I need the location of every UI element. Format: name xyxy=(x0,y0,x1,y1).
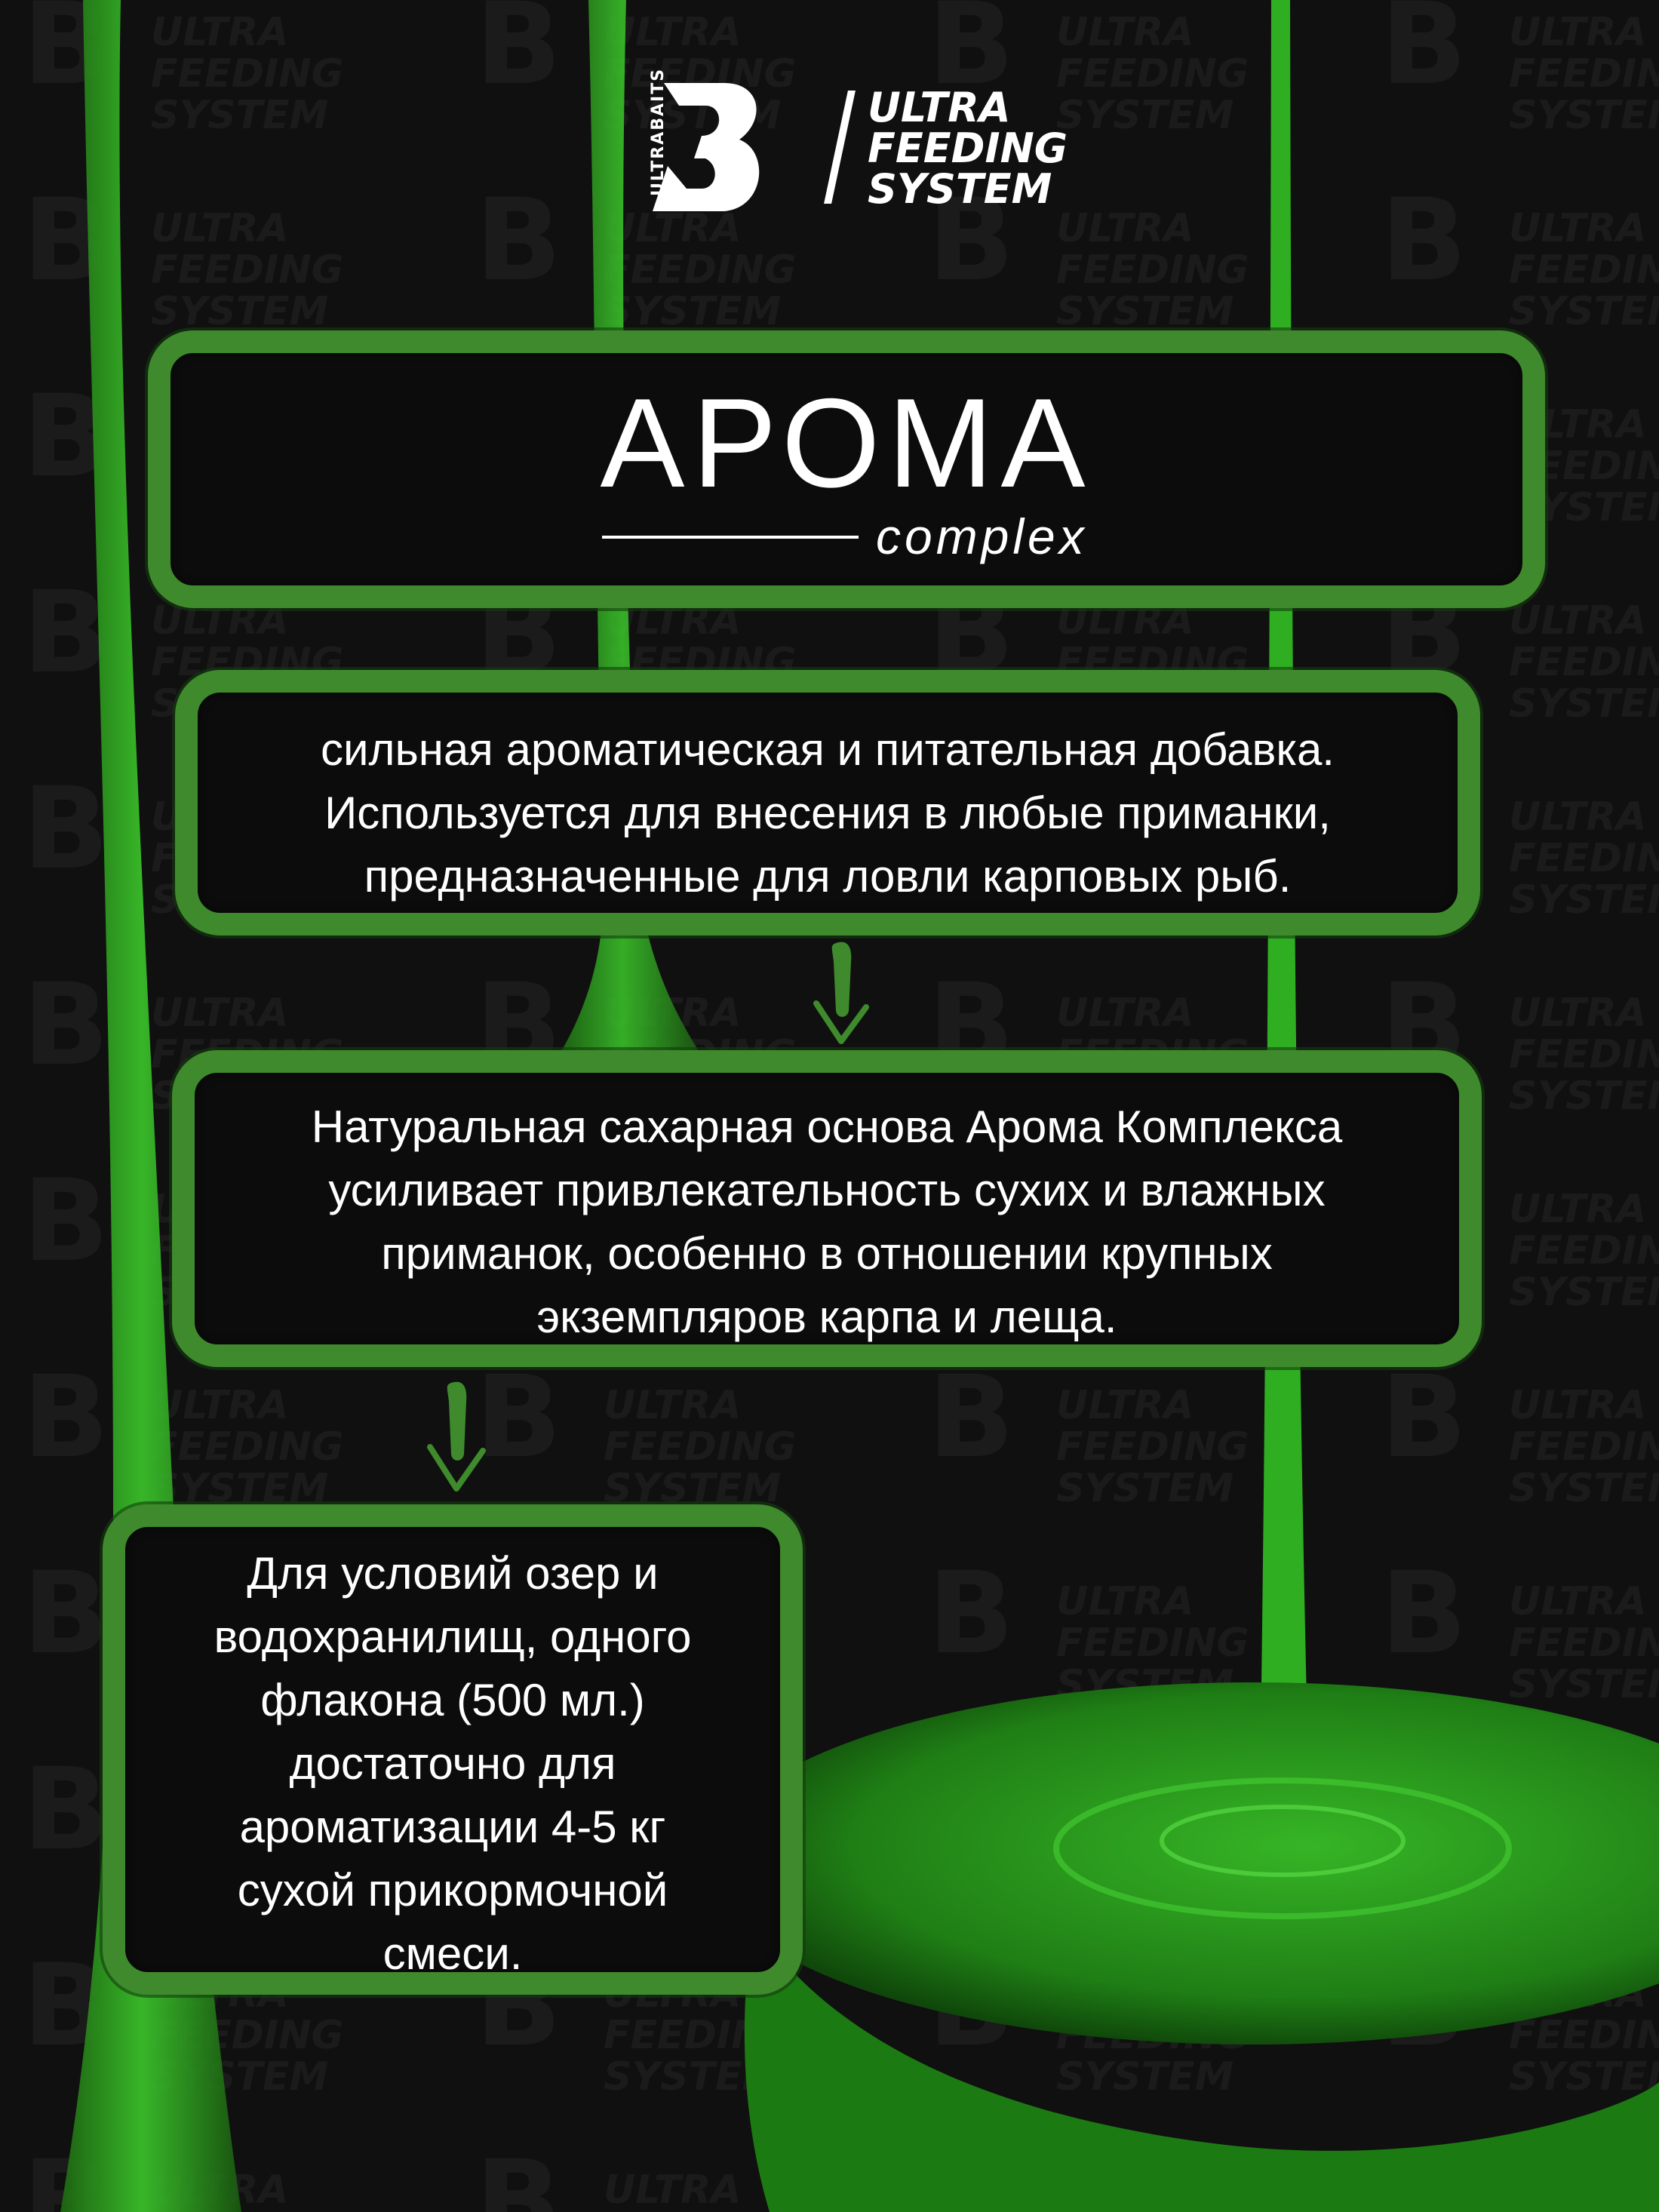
text-line: Используется для внесения в любые приманки, xyxy=(324,788,1331,838)
text-line: сильная ароматическая и питательная добавка. xyxy=(321,724,1335,775)
title-card xyxy=(148,330,1545,608)
text-line: экземпляров карпа и леща. xyxy=(536,1292,1117,1342)
logo-line: SYSTEM xyxy=(868,165,1052,213)
description-text xyxy=(198,718,1458,908)
usage-text xyxy=(125,1542,780,1986)
text-line: смеси. xyxy=(382,1928,523,1979)
logo-system-text xyxy=(868,84,1068,213)
text-line: приманок, особенно в отношении крупных xyxy=(381,1228,1273,1279)
text-line: усиливает привлекательность сухих и влажных xyxy=(328,1165,1326,1215)
text-line: водохранилищ, одного xyxy=(214,1611,692,1662)
logo-line: FEEDING xyxy=(868,124,1068,172)
benefit-card xyxy=(172,1050,1482,1367)
text-line: достаточно для xyxy=(289,1738,616,1789)
product-subtitle: complex xyxy=(876,508,1088,564)
arrow-down-icon xyxy=(807,939,875,1049)
text-line: предназначенные для ловли карповых рыб. xyxy=(364,851,1292,902)
logo-line: ULTRA xyxy=(868,84,1011,131)
description-card xyxy=(175,670,1480,935)
text-line: Для условий озер и xyxy=(247,1548,659,1599)
title-underline xyxy=(602,536,859,539)
benefit-text xyxy=(195,1095,1459,1349)
product-title: АРОМА xyxy=(600,372,1093,514)
text-line: флакона (500 мл.) xyxy=(260,1675,645,1725)
brand-logo xyxy=(634,60,1068,226)
text-line: сухой прикормочной xyxy=(237,1865,668,1916)
text-line: ароматизации 4-5 кг xyxy=(239,1802,666,1852)
arrow-down-icon xyxy=(422,1379,490,1496)
text-line: Натуральная сахарная основа Арома Комплекса xyxy=(311,1101,1343,1152)
logo-divider xyxy=(824,91,856,204)
usage-card xyxy=(103,1504,803,1995)
logo-brand-text: ULTRABAITS xyxy=(649,67,668,196)
